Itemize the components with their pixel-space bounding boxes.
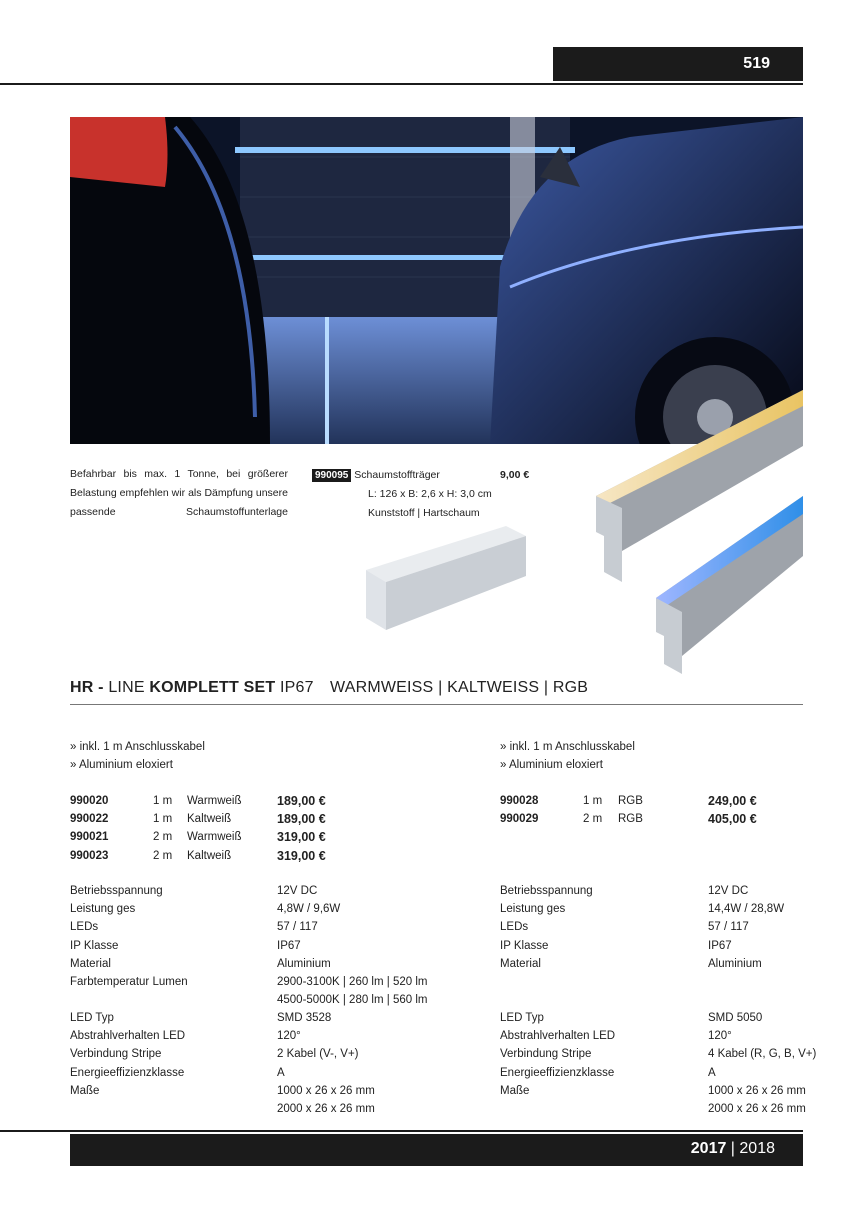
right-specs-2 — [500, 1009, 816, 1118]
table-row — [70, 828, 326, 846]
footer-bar — [70, 1134, 803, 1166]
product-code: 990029 — [500, 813, 539, 826]
accessory-name: Schaumstoffträger — [354, 469, 440, 481]
spec-label: Abstrahlverhalten LED — [70, 1030, 186, 1043]
spec-value: 4 Kabel (R, G, B, V+) — [708, 1048, 817, 1061]
spec-label: IP Klasse — [500, 939, 549, 952]
table-row — [500, 792, 757, 810]
spec-row — [500, 1082, 816, 1100]
product-price: 249,00 € — [708, 794, 757, 808]
product-color: Warmweiß — [187, 795, 242, 807]
spec-row — [500, 918, 784, 936]
spec-value: 4,8W / 9,6W — [277, 903, 341, 916]
table-row — [70, 810, 326, 828]
spec-value: SMD 5050 — [708, 1012, 763, 1024]
product-price: 405,00 € — [708, 812, 757, 827]
spec-value: Aluminium — [708, 957, 762, 970]
spec-value: IP67 — [277, 939, 301, 952]
spec-row — [500, 1100, 816, 1118]
accessory-block — [312, 466, 440, 485]
spec-label: Energieeffizienzklasse — [500, 1066, 615, 1079]
product-code: 990023 — [70, 849, 109, 862]
spec-label: Material — [70, 957, 111, 970]
product-color: Kaltweiß — [187, 849, 232, 862]
spec-value: 2000 x 26 x 26 mm — [277, 1103, 375, 1116]
accessory-code: 990095 — [312, 469, 351, 482]
product-code: 990028 — [500, 795, 539, 807]
product-color: Kaltweiß — [187, 813, 232, 826]
spec-label: IP Klasse — [70, 939, 119, 952]
product-price: 189,00 € — [277, 812, 326, 827]
spec-label: Leistung ges — [500, 903, 566, 916]
spec-row — [500, 1045, 816, 1063]
product-color: Warmweiß — [187, 831, 242, 844]
spec-label: Abstrahlverhalten LED — [500, 1030, 616, 1043]
spec-value: 1000 x 26 x 26 mm — [708, 1084, 806, 1097]
product-price: 189,00 € — [277, 794, 326, 808]
left-specs-1 — [70, 882, 427, 1009]
spec-label: Betriebsspannung — [500, 885, 593, 897]
accessory-dimensions: L: 126 x B: 2,6 x H: 3,0 cm — [368, 488, 492, 500]
product-code: 990020 — [70, 795, 109, 807]
left-features — [70, 738, 205, 774]
spec-label: Maße — [500, 1084, 530, 1097]
spec-row — [70, 973, 427, 991]
table-row — [500, 810, 757, 828]
title-rule — [70, 704, 803, 705]
right-product-table — [500, 792, 757, 828]
feature-item: » inkl. 1 m Anschlusskabel — [500, 741, 635, 753]
spec-value: A — [277, 1066, 285, 1079]
year-separator: | — [726, 1140, 740, 1157]
right-specs-1 — [500, 882, 784, 973]
product-length: 2 m — [153, 849, 173, 862]
product-code: 990022 — [70, 813, 109, 826]
spec-value: 12V DC — [277, 885, 318, 897]
spec-row — [70, 937, 427, 955]
spec-row — [500, 937, 784, 955]
spec-row — [500, 900, 784, 918]
table-row — [70, 792, 326, 810]
spec-value: SMD 3528 — [277, 1012, 332, 1024]
spec-value: 12V DC — [708, 885, 749, 897]
spec-value: 1000 x 26 x 26 mm — [277, 1084, 375, 1097]
spec-label: Farbtemperatur Lumen — [70, 976, 188, 989]
load-note: Befahrbar bis max. 1 Tonne, bei größerer Belastung empfehlen wir als Dämpfung unsere passende Schaumstoffunterlage — [70, 468, 288, 518]
spec-label: Material — [500, 957, 541, 970]
spec-value: 120° — [277, 1030, 301, 1043]
product-length: 1 m — [583, 795, 603, 807]
spec-row — [70, 1027, 375, 1045]
spec-value: A — [708, 1066, 716, 1079]
spec-value: Aluminium — [277, 957, 331, 970]
spec-label: LEDs — [70, 921, 99, 934]
spec-row — [500, 1027, 816, 1045]
spec-label: Maße — [70, 1084, 100, 1097]
spec-row — [70, 991, 427, 1009]
spec-value: 57 / 117 — [277, 921, 318, 934]
spec-row — [70, 918, 427, 936]
year-next: 2018 — [739, 1140, 775, 1157]
product-length: 1 m — [153, 795, 173, 807]
spec-value: 57 / 117 — [708, 921, 749, 934]
spec-row — [70, 1082, 375, 1100]
accessory-material: Kunststoff | Hartschaum — [368, 507, 480, 519]
spec-label: LED Typ — [500, 1012, 544, 1024]
feature-item: » Aluminium eloxiert — [70, 759, 173, 772]
spec-label: Leistung ges — [70, 903, 136, 916]
year-current: 2017 — [690, 1140, 727, 1157]
spec-label: LED Typ — [70, 1012, 114, 1024]
product-variants: WARMWEISS | KALTWEISS | RGB — [330, 679, 589, 696]
spec-row — [70, 1100, 375, 1118]
spec-row — [70, 1009, 375, 1027]
footer-rule — [0, 1130, 803, 1132]
spec-label: LEDs — [500, 921, 529, 934]
spec-row — [500, 1009, 816, 1027]
product-code: 990021 — [70, 831, 109, 844]
page-number: 519 — [743, 55, 770, 72]
product-title: HR - LINE KOMPLETT SET IP67 — [70, 679, 314, 696]
spec-row — [500, 955, 784, 973]
spec-value: IP67 — [708, 939, 732, 952]
spec-value: 14,4W / 28,8W — [708, 903, 785, 916]
spec-label: Betriebsspannung — [70, 885, 163, 897]
feature-item: » Aluminium eloxiert — [500, 759, 603, 772]
spec-value: 4500-5000K | 280 lm | 560 lm — [277, 994, 428, 1007]
spec-row — [70, 1045, 375, 1063]
page-number-box — [553, 47, 803, 81]
product-length: 2 m — [583, 813, 603, 826]
spec-label — [500, 1100, 708, 1118]
foam-carrier-image — [366, 526, 530, 632]
right-features — [500, 738, 635, 774]
product-length: 2 m — [153, 831, 173, 844]
product-color: RGB — [618, 795, 643, 807]
spec-label — [70, 1100, 277, 1118]
spec-label — [70, 991, 277, 1009]
spec-label: Energieeffizienzklasse — [70, 1066, 185, 1079]
spec-row — [500, 1064, 816, 1082]
product-color: RGB — [618, 813, 643, 826]
header-rule — [0, 83, 803, 85]
product-length: 1 m — [153, 813, 173, 826]
spec-row — [70, 900, 427, 918]
spec-row — [70, 955, 427, 973]
spec-value: 2 Kabel (V-, V+) — [277, 1048, 359, 1061]
spec-value: 120° — [708, 1030, 732, 1043]
table-row — [70, 847, 326, 865]
spec-row — [500, 882, 784, 900]
spec-label: Verbindung Stripe — [500, 1048, 592, 1061]
product-price: 319,00 € — [277, 830, 326, 845]
spec-value: 2000 x 26 x 26 mm — [708, 1103, 806, 1116]
led-profile-image — [592, 386, 804, 676]
feature-item: » inkl. 1 m Anschlusskabel — [70, 741, 205, 753]
left-specs-2 — [70, 1009, 375, 1118]
left-product-table — [70, 792, 326, 865]
spec-value: 2900-3100K | 260 lm | 520 lm — [277, 976, 428, 989]
spec-row — [70, 882, 427, 900]
spec-row — [70, 1064, 375, 1082]
spec-label: Verbindung Stripe — [70, 1048, 162, 1061]
product-price: 319,00 € — [277, 848, 326, 863]
accessory-price: 9,00 € — [500, 469, 530, 481]
